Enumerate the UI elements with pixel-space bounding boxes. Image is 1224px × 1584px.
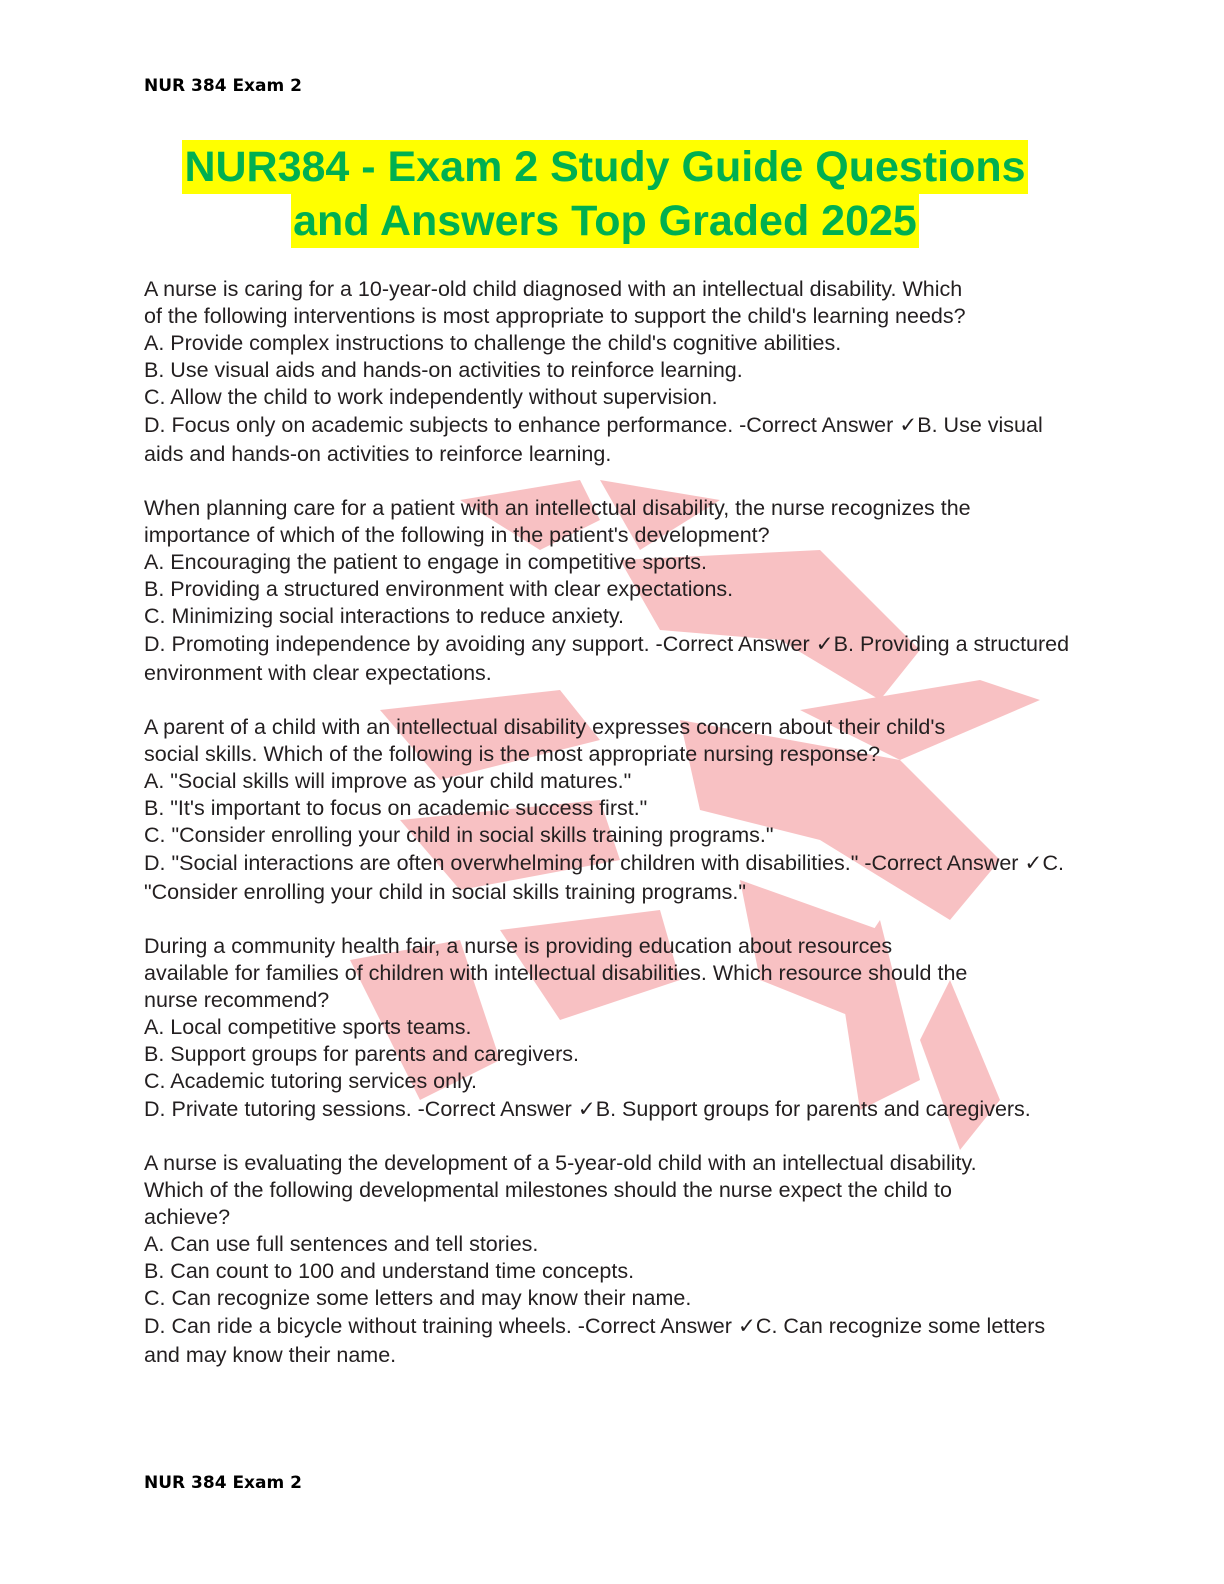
question-stem-line: When planning care for a patient with an intellectual disability, the nurse recognizes the: [144, 496, 971, 520]
question-stem-line: During a community health fair, a nurse is providing education about resources: [144, 934, 893, 958]
question-stem-line: available for families of children with intellectual disabilities. Which resource should the: [144, 961, 968, 985]
question-stem-line: A nurse is caring for a 10-year-old child diagnosed with an intellectual disability. Which: [144, 277, 963, 301]
checkmark-icon: ✓: [737, 1314, 756, 1339]
title-line-1: NUR384 - Exam 2 Study Guide Questions: [182, 140, 1027, 194]
question-item: [144, 276, 1084, 469]
option-d: D. Can ride a bicycle without training wheels.: [144, 1314, 572, 1338]
correct-answer-text: B. Providing a structured environment with clear expectations.: [144, 632, 1070, 685]
page-footer: NUR 384 Exam 2: [144, 1473, 302, 1493]
option-b: B. Support groups for parents and caregivers.: [144, 1042, 580, 1066]
option-d: D. Promoting independence by avoiding any support.: [144, 632, 650, 656]
option-b: B. Use visual aids and hands-on activities to reinforce learning.: [144, 358, 743, 382]
option-d-with-answer: [144, 630, 1084, 688]
question-item: [144, 1150, 1084, 1370]
option-c: C. "Consider enrolling your child in social skills training programs.": [144, 823, 774, 847]
option-d-with-answer: [144, 411, 1084, 469]
option-d-with-answer: [144, 1095, 1084, 1124]
question-stem-line: achieve?: [144, 1205, 231, 1229]
question-stem-line: Which of the following developmental milestones should the nurse expect the child to: [144, 1178, 952, 1202]
correct-answer-text: B. Use visual aids and hands-on activities to reinforce learning.: [144, 413, 1043, 466]
question-stem-line: A parent of a child with an intellectual disability expresses concern about their child's: [144, 715, 946, 739]
correct-answer-label: -Correct Answer: [733, 413, 900, 437]
option-b: B. "It's important to focus on academic success first.": [144, 796, 648, 820]
option-c: C. Allow the child to work independently without supervision.: [144, 385, 718, 409]
question-stem-line: social skills. Which of the following is the most appropriate nursing response?: [144, 742, 881, 766]
question-stem-line: importance of which of the following in the patient's development?: [144, 523, 770, 547]
option-c: C. Can recognize some letters and may know their name.: [144, 1286, 692, 1310]
correct-answer-text: C. "Consider enrolling your child in social skills training programs.": [144, 851, 1064, 904]
question-stem-line: nurse recommend?: [144, 988, 330, 1012]
correct-answer-label: -Correct Answer: [858, 851, 1025, 875]
checkmark-icon: ✓: [899, 413, 918, 438]
checkmark-icon: ✓: [815, 632, 834, 657]
correct-answer-label: -Correct Answer: [571, 1314, 738, 1338]
option-d-with-answer: [144, 1312, 1084, 1370]
checkmark-icon: ✓: [1024, 851, 1043, 876]
page-title: [100, 140, 1110, 248]
question-item: [144, 933, 1084, 1124]
question-item: [144, 714, 1084, 907]
question-stem-line: A nurse is evaluating the development of a 5-year-old child with an intellectual disability.: [144, 1151, 977, 1175]
option-a: A. "Social skills will improve as your child matures.": [144, 769, 632, 793]
option-c: C. Academic tutoring services only.: [144, 1069, 477, 1093]
page-header: NUR 384 Exam 2: [144, 76, 302, 96]
correct-answer-label: -Correct Answer: [649, 632, 816, 656]
option-b: B. Can count to 100 and understand time concepts.: [144, 1259, 635, 1283]
correct-answer-text: B. Support groups for parents and caregivers.: [595, 1097, 1031, 1121]
correct-answer-label: -Correct Answer: [411, 1097, 578, 1121]
option-a: A. Encouraging the patient to engage in competitive sports.: [144, 550, 707, 574]
option-a: A. Local competitive sports teams.: [144, 1015, 472, 1039]
questions-list: [144, 276, 1084, 1396]
question-item: [144, 495, 1084, 688]
option-d: D. "Social interactions are often overwhelming for children with disabilities.": [144, 851, 859, 875]
checkmark-icon: ✓: [577, 1097, 596, 1122]
option-c: C. Minimizing social interactions to reduce anxiety.: [144, 604, 624, 628]
option-b: B. Providing a structured environment with clear expectations.: [144, 577, 734, 601]
option-d: D. Focus only on academic subjects to enhance performance.: [144, 413, 734, 437]
question-stem-line: of the following interventions is most appropriate to support the child's learning needs?: [144, 304, 966, 328]
option-d: D. Private tutoring sessions.: [144, 1097, 412, 1121]
option-a: A. Provide complex instructions to challenge the child's cognitive abilities.: [144, 331, 842, 355]
option-a: A. Can use full sentences and tell stories.: [144, 1232, 539, 1256]
correct-answer-text: C. Can recognize some letters and may know their name.: [144, 1314, 1046, 1367]
option-d-with-answer: [144, 849, 1084, 907]
title-line-2: and Answers Top Graded 2025: [291, 194, 919, 248]
